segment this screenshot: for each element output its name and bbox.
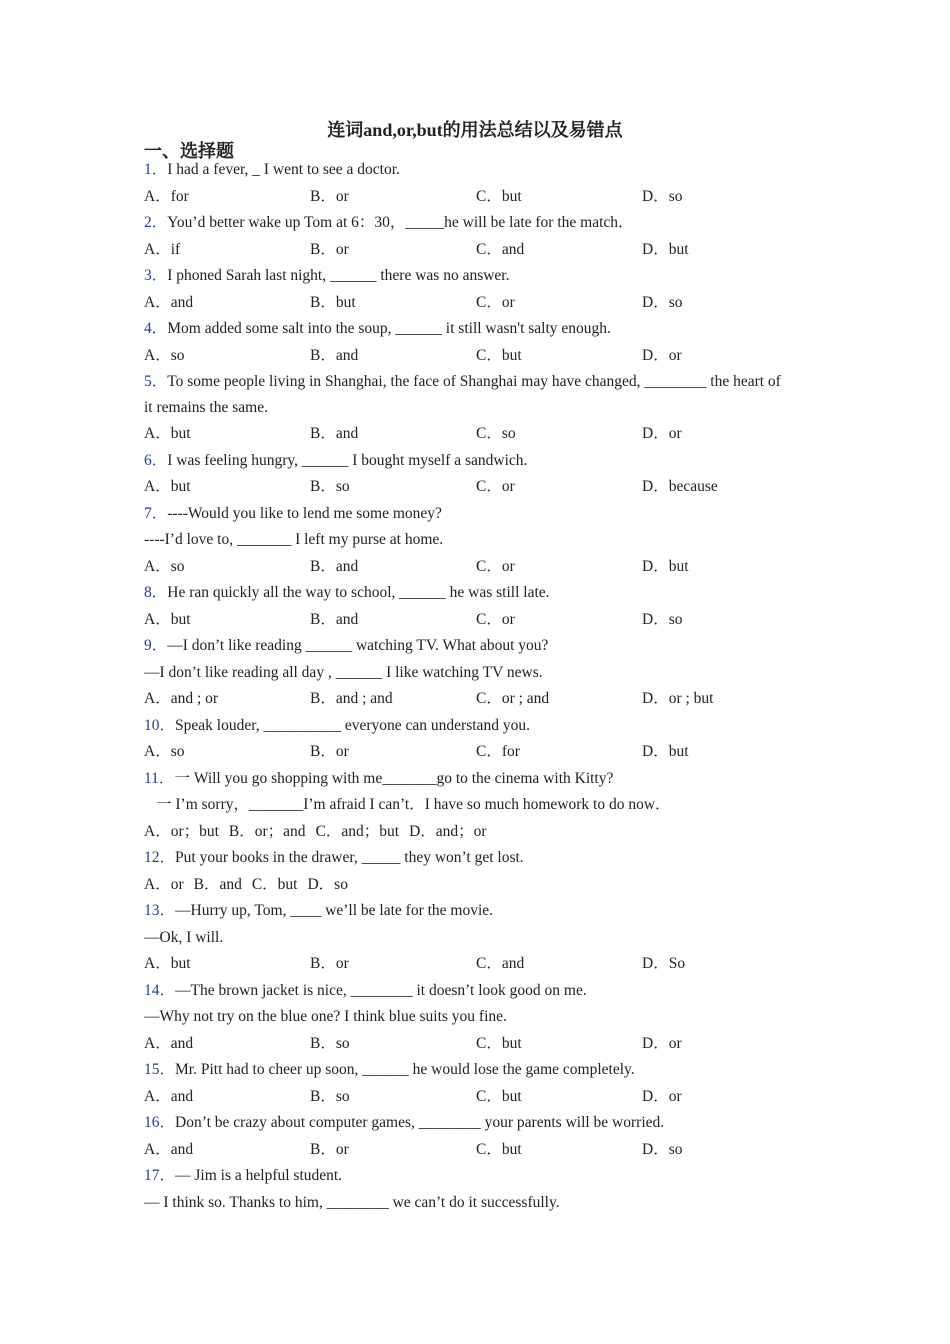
option-a[interactable]: A．or；but [144,822,219,840]
question-number: 16． [144,1114,176,1131]
option-c[interactable]: C．or [476,478,515,495]
option-d[interactable]: D．because [642,478,718,495]
option-b[interactable]: B．or [310,1140,349,1158]
option-b[interactable]: B．and [310,346,359,364]
option-c[interactable]: C．but [476,1087,522,1105]
option-d[interactable]: D．but [642,743,689,760]
question-number: 4． [144,320,168,337]
document-title: 连词and,or,but的用法总结以及易错点 [327,120,623,140]
question-number: 6． [144,451,168,469]
question-text: Put your books in the drawer, _____ they won’t get lost. [175,849,524,866]
option-d[interactable]: D．so [642,187,683,205]
options-row [144,554,784,581]
question-text: Don’t be crazy about computer games, ________ your parents will be worried. [175,1114,665,1131]
question-text: ----I’d love to, _______ I left my purse at home. [144,531,444,548]
option-d[interactable]: D．so [642,293,683,311]
question-stem [144,633,784,660]
options-row [144,607,784,634]
option-a[interactable]: A．for [144,187,189,205]
option-b[interactable]: B．or [310,187,349,205]
question-number: 17． [144,1167,176,1184]
question-stem [144,1163,784,1190]
question-text: — Jim is a helpful student. [175,1167,343,1184]
question-line [144,527,784,554]
question-text: —Why not try on the blue one? I think blue suits you fine. [144,1008,507,1025]
options-row [144,184,784,211]
question-text: I had a fever, _ I went to see a doctor. [167,161,400,178]
options-row [144,237,784,264]
question-number: 1． [144,161,168,178]
question-number: 15． [144,1061,176,1078]
question-text: Speak louder, __________ everyone can understand you. [175,716,530,734]
question-list [144,157,784,1216]
question-text: You’d better wake up Tom at 6：30，_____he will be late for the match． [167,214,634,231]
option-d[interactable]: D．or [642,1087,682,1105]
question-stem [144,316,784,343]
option-a[interactable]: A．but [144,478,191,495]
options-row [144,1031,784,1058]
question-stem [144,978,784,1005]
question-stem [144,157,784,184]
option-d[interactable]: D．so [642,1140,683,1158]
options-row [144,1137,784,1164]
option-a[interactable]: A．but [144,425,191,442]
option-d[interactable]: D．or ; but [642,690,714,707]
option-d[interactable]: D．or [642,346,682,364]
option-d[interactable]: D．but [642,557,689,575]
question-text: —I don’t like reading ______ watching TV. What about you? [167,637,549,654]
options-row [144,872,784,899]
question-text: Mom added some salt into the soup, ______ it still wasn't salty enough. [167,320,611,337]
question-stem [144,713,784,740]
options-row [144,951,784,978]
option-b[interactable]: B．and ; and [310,690,393,707]
option-a[interactable]: A．if [144,240,181,258]
option-b[interactable]: B．and [310,610,359,628]
question-text: I was feeling hungry, ______ I bought myself a sandwich. [167,451,528,469]
question-text: Mr. Pitt had to cheer up soon, ______ he would lose the game completely. [175,1061,635,1078]
option-d[interactable]: D．and；or [409,822,487,840]
question-text: —Ok, I will. [144,928,224,946]
option-d[interactable]: D．so [642,610,683,628]
option-d[interactable]: D．or [642,425,682,442]
question-text: He ran quickly all the way to school, ______ he was still late. [167,584,550,601]
option-c[interactable]: C．but [251,875,298,893]
question-line [144,660,784,687]
option-d[interactable]: D．but [642,240,689,258]
option-c[interactable]: C．or ; and [476,690,550,707]
question-stem [144,580,784,607]
question-stem [144,210,784,237]
question-number: 5． [144,373,168,390]
option-b[interactable]: B．and [310,557,359,575]
question-text: ----Would you like to lend me some money? [167,504,442,522]
option-a[interactable]: A．but [144,610,191,628]
option-c[interactable]: C．and [476,240,525,258]
question-line [144,1004,784,1031]
question-number: 8． [144,584,168,601]
option-b[interactable]: B．or [310,743,349,760]
question-text: I phoned Sarah last night, ______ there was no answer. [167,267,510,284]
option-b[interactable]: B．or [310,955,349,972]
question-number: 7． [144,504,168,522]
option-b[interactable]: B．but [310,293,356,311]
question-text: 一 I’m sorry，_______I’m afraid I can’t．I have so much homework to do now． [156,796,671,813]
option-a[interactable]: A．but [144,955,191,972]
question-text: —Hurry up, Tom, ____ we’ll be late for the movie. [175,902,494,919]
question-number: 9． [144,637,168,654]
question-text: To some people living in Shanghai, the face of Shanghai may have changed, ________ the heart of it remains the same. [144,373,781,416]
option-a[interactable]: A．and [144,1140,194,1158]
question-stem [144,501,784,528]
option-a[interactable]: A．or [144,875,184,893]
options-row [144,290,784,317]
option-d[interactable]: D．so [307,875,348,893]
option-c[interactable]: C．but [476,1140,522,1158]
question-number: 11． [144,769,175,787]
question-number: 3． [144,267,168,284]
option-b[interactable]: B．and [310,425,359,442]
option-b[interactable]: B．so [310,478,350,495]
option-c[interactable]: C．or [476,610,515,628]
option-d[interactable]: D．So [642,955,686,972]
option-c[interactable]: C．so [476,425,516,442]
question-line [144,1190,784,1217]
option-b[interactable]: B．or [310,240,349,258]
question-stem [144,766,784,793]
option-c[interactable]: C．or [476,293,515,311]
option-c[interactable]: C．for [476,743,520,760]
option-c[interactable]: C．but [476,187,522,205]
question-stem [144,369,784,421]
options-row [144,421,784,448]
question-number: 13． [144,902,176,919]
question-stem [144,263,784,290]
question-stem [144,1110,784,1137]
question-stem [144,448,784,475]
question-line [144,792,784,819]
option-b[interactable]: B．so [310,1087,350,1105]
question-number: 2． [144,214,168,231]
option-a[interactable]: A．so [144,557,185,575]
option-c[interactable]: C．and [476,955,525,972]
question-line [144,925,784,952]
question-text: — I think so. Thanks to him, ________ we can’t do it successfully. [144,1193,560,1211]
option-a[interactable]: A．and ; or [144,690,219,707]
option-a[interactable]: A．and [144,1034,194,1052]
question-number: 10． [144,716,176,734]
option-c[interactable]: C．and；but [315,822,400,840]
option-c[interactable]: C．but [476,1034,522,1052]
option-d[interactable]: D．or [642,1034,682,1052]
option-a[interactable]: A．and [144,293,194,311]
option-c[interactable]: C．but [476,346,522,364]
option-a[interactable]: A．so [144,743,185,760]
options-row [144,343,784,370]
question-text: —The brown jacket is nice, ________ it doesn’t look good on me. [175,981,587,999]
options-row [144,1084,784,1111]
option-b[interactable]: B．and [193,875,242,893]
options-row [144,686,784,713]
options-row [144,739,784,766]
question-stem [144,898,784,925]
question-stem [144,845,784,872]
option-b[interactable]: B．or；and [228,822,306,840]
section-heading: 一、选择题 [144,141,234,161]
option-a[interactable]: A．so [144,346,185,364]
question-number: 14． [144,981,176,999]
options-row [144,819,784,846]
question-number: 12． [144,849,176,866]
option-a[interactable]: A．and [144,1087,194,1105]
question-text: 一 Will you go shopping with me_______go to the cinema with Kitty? [174,769,614,787]
option-b[interactable]: B．so [310,1034,350,1052]
options-row [144,474,784,501]
question-stem [144,1057,784,1084]
option-c[interactable]: C．or [476,557,515,575]
question-text: —I don’t like reading all day , ______ I like watching TV news. [144,663,543,681]
